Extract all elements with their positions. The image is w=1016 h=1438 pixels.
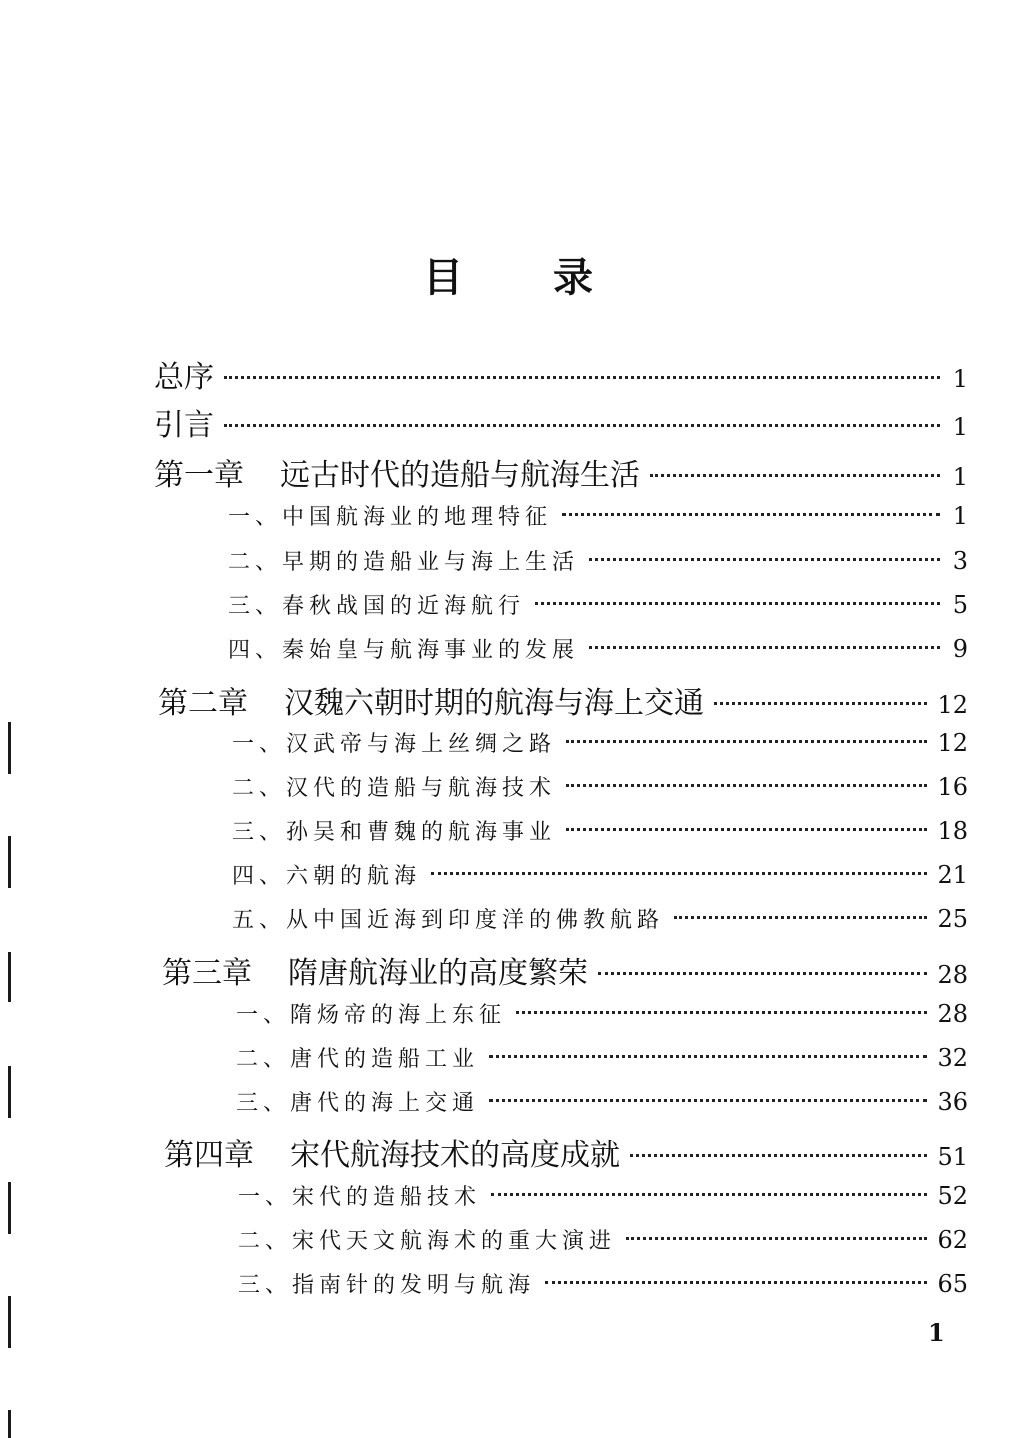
dot-leader	[489, 1055, 927, 1058]
toc-entry-page: 3	[952, 547, 968, 575]
toc-chapter[interactable]	[154, 450, 968, 494]
toc-entry-page: 16	[937, 773, 968, 801]
toc-section[interactable]	[236, 998, 968, 1029]
chapter-title: 宋代航海技术的高度成就	[290, 1138, 620, 1173]
toc-section[interactable]	[232, 859, 968, 890]
scan-mark	[8, 1182, 11, 1234]
chapter-number: 第二章	[158, 686, 248, 721]
footer-page-number: 1	[928, 1318, 945, 1347]
toc-section-label: 五、从中国近海到印度洋的佛教航路	[232, 908, 665, 933]
toc-section-label: 四、秦始皇与航海事业的发展	[228, 638, 580, 663]
dot-leader	[589, 646, 940, 649]
toc-section-label: 三、指南针的发明与航海	[238, 1273, 536, 1298]
toc-section-label: 四、六朝的航海	[232, 864, 422, 889]
dot-leader	[566, 740, 927, 743]
toc-chapter-label	[158, 678, 704, 722]
toc-section[interactable]	[228, 500, 968, 531]
toc-section-label: 一、隋炀帝的海上东征	[236, 1003, 507, 1028]
toc-section-label: 二、早期的造船业与海上生活	[228, 550, 580, 575]
dot-leader	[535, 602, 940, 605]
toc-section[interactable]	[232, 815, 968, 846]
chapter-title: 汉魏六朝时期的航海与海上交通	[284, 686, 704, 721]
toc-section[interactable]	[238, 1224, 968, 1255]
toc-chapter[interactable]	[162, 948, 968, 992]
toc-entry-page: 25	[937, 905, 968, 933]
chapter-title: 远古时代的造船与航海生活	[280, 458, 640, 493]
toc-section[interactable]	[232, 903, 968, 934]
dot-leader	[589, 558, 940, 561]
scan-mark	[8, 722, 11, 774]
toc-chapter[interactable]	[158, 678, 968, 722]
toc-entry-page: 9	[952, 635, 968, 663]
toc-chapter[interactable]	[164, 1130, 968, 1174]
dot-leader	[562, 513, 940, 516]
toc-section-label: 一、汉武帝与海上丝绸之路	[232, 732, 557, 757]
toc-entry-page: 12	[937, 691, 968, 719]
toc-section[interactable]	[232, 727, 968, 758]
toc-section-label: 二、汉代的造船与航海技术	[232, 776, 557, 801]
dot-leader	[566, 784, 927, 787]
dot-leader	[489, 1099, 927, 1102]
toc-entry-page: 28	[937, 1000, 968, 1028]
dot-leader	[598, 972, 927, 975]
dot-leader	[491, 1193, 927, 1196]
toc-entry-page: 1	[952, 502, 968, 530]
toc-entry-label: 总序	[154, 360, 214, 395]
dot-leader	[431, 872, 927, 875]
toc-entry-page: 18	[937, 817, 968, 845]
chapter-number: 第一章	[154, 458, 244, 493]
toc-section-label: 三、孙吴和曹魏的航海事业	[232, 820, 557, 845]
chapter-number: 第三章	[162, 956, 252, 991]
toc-entry-page: 62	[937, 1226, 968, 1254]
chapter-title: 隋唐航海业的高度繁荣	[288, 956, 588, 991]
toc-section-label: 二、宋代天文航海术的重大演进	[238, 1229, 617, 1254]
toc-entry-page: 1	[952, 365, 968, 393]
toc-entry-page: 21	[937, 861, 968, 889]
toc-section-label: 三、唐代的海上交通	[236, 1091, 480, 1116]
toc-section-label: 二、唐代的造船工业	[236, 1047, 480, 1072]
dot-leader	[516, 1011, 927, 1014]
toc-entry-page: 1	[952, 463, 968, 491]
scan-mark	[8, 1410, 11, 1438]
toc-chapter-label	[162, 948, 588, 992]
toc-entry-page: 32	[937, 1044, 968, 1072]
dot-leader	[626, 1237, 927, 1240]
toc-section[interactable]	[236, 1086, 968, 1117]
toc-entry-page: 36	[937, 1088, 968, 1116]
toc-section[interactable]	[228, 633, 968, 664]
dot-leader	[714, 702, 927, 705]
toc-chapter-label	[154, 450, 640, 494]
toc-entry-page: 65	[937, 1270, 968, 1298]
page-title: 目录	[423, 255, 683, 301]
toc-entry-page: 1	[952, 413, 968, 441]
toc-entry-label: 引言	[154, 408, 214, 443]
toc-entry-page: 12	[937, 729, 968, 757]
toc-entry-page: 28	[937, 961, 968, 989]
scan-mark	[8, 1066, 11, 1118]
toc-section[interactable]	[228, 589, 968, 620]
dot-leader	[545, 1281, 927, 1284]
dot-leader	[224, 424, 940, 427]
toc-entry[interactable]	[154, 352, 968, 396]
toc-section-label: 三、春秋战国的近海航行	[228, 594, 526, 619]
toc-entry-page: 52	[937, 1182, 968, 1210]
scan-mark	[8, 1296, 11, 1348]
toc-section-label: 一、宋代的造船技术	[238, 1185, 482, 1210]
chapter-number: 第四章	[164, 1138, 254, 1173]
dot-leader	[674, 916, 927, 919]
dot-leader	[224, 376, 940, 379]
dot-leader	[650, 474, 940, 477]
toc-entry-page: 51	[937, 1143, 968, 1171]
scan-mark	[8, 836, 11, 888]
toc-section-label: 一、中国航海业的地理特征	[228, 505, 553, 530]
scan-mark	[8, 952, 11, 1002]
toc-section[interactable]	[238, 1180, 968, 1211]
toc-section[interactable]	[228, 545, 968, 576]
toc-section[interactable]	[232, 771, 968, 802]
toc-section[interactable]	[238, 1268, 968, 1299]
toc-entry[interactable]	[154, 400, 968, 444]
toc-entry-page: 5	[952, 591, 968, 619]
dot-leader	[566, 828, 927, 831]
toc-section[interactable]	[236, 1042, 968, 1073]
dot-leader	[630, 1154, 927, 1157]
toc-chapter-label	[164, 1130, 620, 1174]
